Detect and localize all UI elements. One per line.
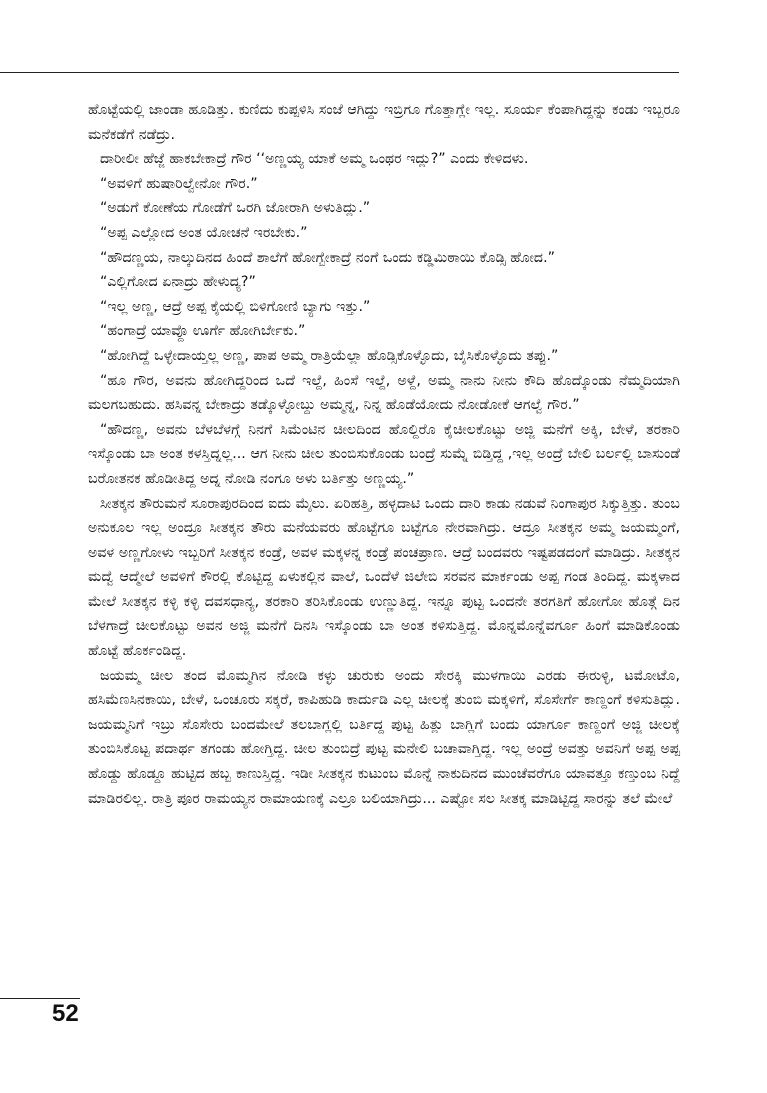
paragraph: “ಇಲ್ಲ ಅಣ್ಣ, ಆದ್ರೆ ಅಪ್ಪ ಕೈಯಲ್ಲಿ ಬಿಳಿಗೋಣಿ ಬ್ಯಾಗು ಇತ್ತು.” (100, 298, 371, 315)
paragraph: ಹೊಟ್ಟೆಯಲ್ಲಿ ಜಾಂಡಾ ಹೂಡಿತ್ತು. ಕುಣಿದು ಕುಪ್ಪಳಿಸಿ ಸಂಜೆ ಆಗಿದ್ದು ಇಬ್ರಿಗೂ ಗೊತ್ತಾಗ್ಲೇ ಇಲ್ಲ. ಸೂರ್ಯ ಕೆಂಪಾಗಿದ್ದನ್ನು ಕಂಡು ಇಬ್ಬರೂ ಮನೆಕಡೆಗೆ ನಡೆದ್ರು. (88, 102, 680, 143)
paragraph: “ಹೌದಣ್ಣಯ, ನಾಲ್ಕುದಿನದ ಹಿಂದೆ ಶಾಲೆಗೆ ಹೋಗ್ಬೇಕಾದ್ರೆ ನಂಗೆ ಒಂದು ಕಡ್ಡಿಮಿಠಾಯಿ ಕೊಡ್ಸಿ ಹೋದ.” (100, 249, 555, 266)
paragraph: ಸೀತಕ್ಕನ ತೌರುಮನೆ ಸೂರಾಪುರದಿಂದ ಐದು ಮೈಲು. ಏರಿಹತ್ತಿ, ಹಳ್ಳದಾಟಿ ಒಂದು ದಾರಿ ಕಾಡು ನಡುವೆ ನಿಂಗಾಪುರ ಸಿಕ್ಕುತ್ತಿತ್ತು. ತುಂಬ ಅನುಕೂಲ ಇಲ್ಲ ಅಂದ್ರೂ ಸೀತಕ್ಕನ ತೌರು ಮನೆಯವರು ಹೊಟ್ಟೆಗೂ ಬಟ್ಟೆಗೂ ನೇರವಾಗಿದ್ರು. ಆದ್ರೂ ಸೀತಕ್ಕನ ಅಮ್ಮ ಜಯಮ್ಮಂಗೆ, ಅವಳ ಅಣ್ಣಗೋಳು ಇಬ್ಬರಿಗೆ ಸೀತಕ್ಕನ ಕಂಡ್ರೆ, ಅವಳ ಮಕ್ಕಳನ್ನ ಕಂಡ್ರೆ ಪಂಚಪ್ರಾಣ. ಆದ್ರೆ ಬಂದವರು ಇಷ್ಟಪಡದಂಗೆ ಮಾಡಿದ್ರು. ಸೀತಕ್ಕನ ಮದ್ವೆ ಆದ್ಮೇಲೆ ಅವಳಿಗೆ ಕೌರಲ್ಲಿ ಕೊಟ್ಟಿದ್ದ ಏಳುಕಲ್ಲಿನ ವಾಲೆ, ಒಂದೆಳೆ ಜಿಲೇಬಿ ಸರವನ ಮಾರ್ಕಂಡು ಅಪ್ಪ ಗಂಡ ತಿಂದಿದ್ದ. ಮಕ್ಕಳಾದ ಮೇಲೆ ಸೀತಕ್ಕನ ಕಳ್ಳಿ ಕಳ್ಳಿ ದವಸಧಾನ್ಯ, ತರಕಾರಿ ತರಿಸಿಕೊಂಡು ಉಣ್ಣುತಿದ್ದ. ಇನ್ನೂ ಪುಟ್ಟ ಒಂದನೇ ತರಗತಿಗೆ ಹೋಗೋ ಹೊತ್ಗೆ ದಿನ ಬೆಳಗಾದ್ರೆ ಚೀಲಕೊಟ್ಟು ಅವನ ಅಜ್ಜಿ ಮನೆಗೆ ದಿನಸಿ ಇಸ್ಕೊಂಡು ಬಾ ಅಂತ ಕಳಿಸುತ್ತಿದ್ದ. ಮೊನ್ನಮೊನ್ನೆವರ್ಗೂ ಹಿಂಗೆ ಮಾಡಿಕೊಂಡು ಹೊಟ್ಟೆ ಹೊರ್ಕಂಡಿದ್ದ. (88, 495, 680, 660)
paragraph: “ಹೌದಣ್ಣ, ಅವನು ಬೆಳಬೆಳಗ್ಗೆ ನಿನಗೆ ಸಿಮೆಂಟಿನ ಚೀಲದಿಂದ ಹೊಲ್ದಿರೊ ಕೈಚೀಲಕೊಟ್ಟು ಅಜ್ಜಿ ಮನೆಗೆ ಅಕ್ಕಿ, ಬೇಳೆ, ತರಕಾರಿ ಇಸ್ಕೊಂಡು ಬಾ ಅಂತ ಕಳಸ್ತಿದ್ನಲ್ಲ... ಆಗ ನೀನು ಚೀಲ ತುಂಬಿಸುಕೊಂಡು ಬಂದ್ರೆ ಸುಮ್ನೆ ಬಿಡ್ತಿದ್ದ ,ಇಲ್ಲ ಅಂದ್ರೆ ಬೇಲಿ ಬರ್ಲಲ್ಲಿ ಬಾಸುಂಡೆ ಬರೋತನಕ ಹೊಡೀತಿದ್ದ ಅದ್ನ ನೋಡಿ ನಂಗೂ ಅಳು ಬರ್ತಿತ್ತು ಅಣ್ಣಯ್ಯ.” (88, 421, 680, 487)
paragraph: “ಹೋಗಿದ್ದೆ ಒಳ್ಳೇದಾಯ್ತಲ್ಲ ಅಣ್ಣ, ಪಾಪ ಅಮ್ಮ ರಾತ್ರಿಯೆಲ್ಲಾ ಹೊಡ್ಸಿಕೊಳ್ಳೊದು, ಬೈಸಿಕೊಳ್ಳೊದು ತಪ್ಪು.” (100, 347, 559, 364)
paragraph: ಜಯಮ್ಮ ಚೀಲ ತಂದ ಮೊಮ್ಮಗಿನ ನೋಡಿ ಕಳ್ಳು ಚುರುಕು ಅಂದು ಸೇರಕ್ಕಿ ಮುಳಗಾಯಿ ಎರಡು ಈರುಳ್ಳಿ, ಟಮೋಟೊ, ಹಸಿಮೆಣಸಿನಕಾಯಿ, ಬೇಳೆ, ಒಂಚೂರು ಸಕ್ಕರೆ, ಕಾಪಿಹುಡಿ ಕಾರ್ದುಡಿ ಎಲ್ಲ ಚೀಲಕ್ಕೆ ತುಂಬಿ ಮಕ್ಕಳಿಗೆ, ಸೊಸೇರ್ಗೆ ಕಾಣ್ದಂಗೆ ಕಳಿಸುತಿದ್ಲು. ಜಯಮ್ಮನಿಗೆ ಇಬ್ರು ಸೊಸೇರು ಬಂದಮೇಲೆ ತಲಬಾಗ್ಲಲ್ಲಿ ಬರ್ತಿದ್ದ ಪುಟ್ಟ ಹಿತ್ಲು ಬಾಗ್ಲಿಗೆ ಬಂದು ಯಾರ್ಗೂ ಕಾಣ್ದಂಗೆ ಅಜ್ಜಿ ಚೀಲಕ್ಕೆ ತುಂಬಿಸಿಕೊಟ್ಟ ಪದಾರ್ಥ ತಗಂಡು ಹೋಗ್ತಿದ್ದ. ಚೀಲ ತುಂಬಿದ್ರೆ ಪುಟ್ಟ ಮನೇಲಿ ಬಚಾವಾಗ್ತಿದ್ದ. ಇಲ್ಲ ಅಂದ್ರೆ ಅವತ್ತು ಅವನಿಗೆ ಅಪ್ಪ ಅಪ್ಪ ಹೊಡ್ದು ಹೊಡ್ದೂ ಹುಟ್ಟಿದ ಹಬ್ಬ ಕಾಣುಸ್ತಿದ್ದ. ಇಡೀ ಸೀತಕ್ಕನ ಕುಟುಂಬ ಮೊನ್ನೆ ನಾಕುದಿನದ ಮುಂಚೆವರೆಗೂ ಯಾವತ್ತೂ ಕಣ್ತುಂಬ ನಿದ್ದೆ ಮಾಡಿರಲಿಲ್ಲ. ರಾತ್ರಿ ಪೂರ ರಾಮಯ್ಯನ ರಾಮಾಯಣಕ್ಕೆ ಎಲ್ರೂ ಬಲಿಯಾಗಿದ್ರು... ಎಷ್ಟೋ ಸಲ ಸೀತಕ್ಕ ಮಾಡಿಟ್ಟಿದ್ದ ಸಾರನ್ನು ತಲೆ ಮೇಲೆ (88, 667, 680, 807)
header-rule (0, 72, 679, 73)
paragraph: “ಅಡುಗೆ ಕೋಣೆಯ ಗೋಡೆಗೆ ಒರಗಿ ಜೋರಾಗಿ ಅಳುತಿದ್ಲು.” (100, 200, 371, 217)
body-text (88, 98, 680, 811)
paragraph: “ಹೂ ಗೌರ, ಅವನು ಹೋಗಿದ್ದರಿಂದ ಒದೆ ಇಲ್ದೆ, ಹಿಂಸೆ ಇಲ್ದೆ, ಅಳ್ದೆ, ಅಮ್ಮ ನಾನು ನೀನು ಕೌದಿ ಹೊದ್ಕೊಂಡು ನೆಮ್ಮದಿಯಾಗಿ ಮಲಗಬಹುದು. ಹಸಿವನ್ನ ಬೇಕಾದ್ರು ತಡ್ಕೊಳ್ಳೋಬ್ದು ಅಮ್ಮನ್ನ, ನಿನ್ನ ಹೊಡೆಯೋದು ನೋಡೋಕೆ ಆಗಲ್ವೆ ಗೌರ.” (88, 372, 680, 414)
paragraph: “ಅವಳಿಗೆ ಹುಷಾರಿಲ್ವೇನೋ ಗೌರ.” (100, 175, 258, 192)
page-number: 52 (52, 1000, 79, 1027)
footer-rule (0, 998, 80, 999)
paragraph: “ಹಂಗಾದ್ರೆ ಯಾವ್ದೊ ಊರ್ಗೆ ಹೋಗಿರ್ಬೇಕು.” (100, 323, 306, 340)
paragraph: “ಅಪ್ಪ ಎಲ್ಲೋದ ಅಂತ ಯೋಚನೆ ಇರಬೇಕು.” (100, 224, 308, 241)
paragraph: “ಎಲ್ಲಿಗೋದ ಏನಾದ್ರು ಹೇಳುದ್ಯ?” (100, 274, 256, 291)
paragraph: ದಾರೀಲೀ ಹೆಜ್ಜೆ ಹಾಕಬೇಕಾದ್ರೆ ಗೌರ ‘‘ಅಣ್ಣಯ್ಯ ಯಾಕೆ ಅಮ್ಮ ಒಂಥರ ಇದ್ಲು?” ಎಂದು ಕೇಳಿದಳು. (100, 151, 529, 168)
